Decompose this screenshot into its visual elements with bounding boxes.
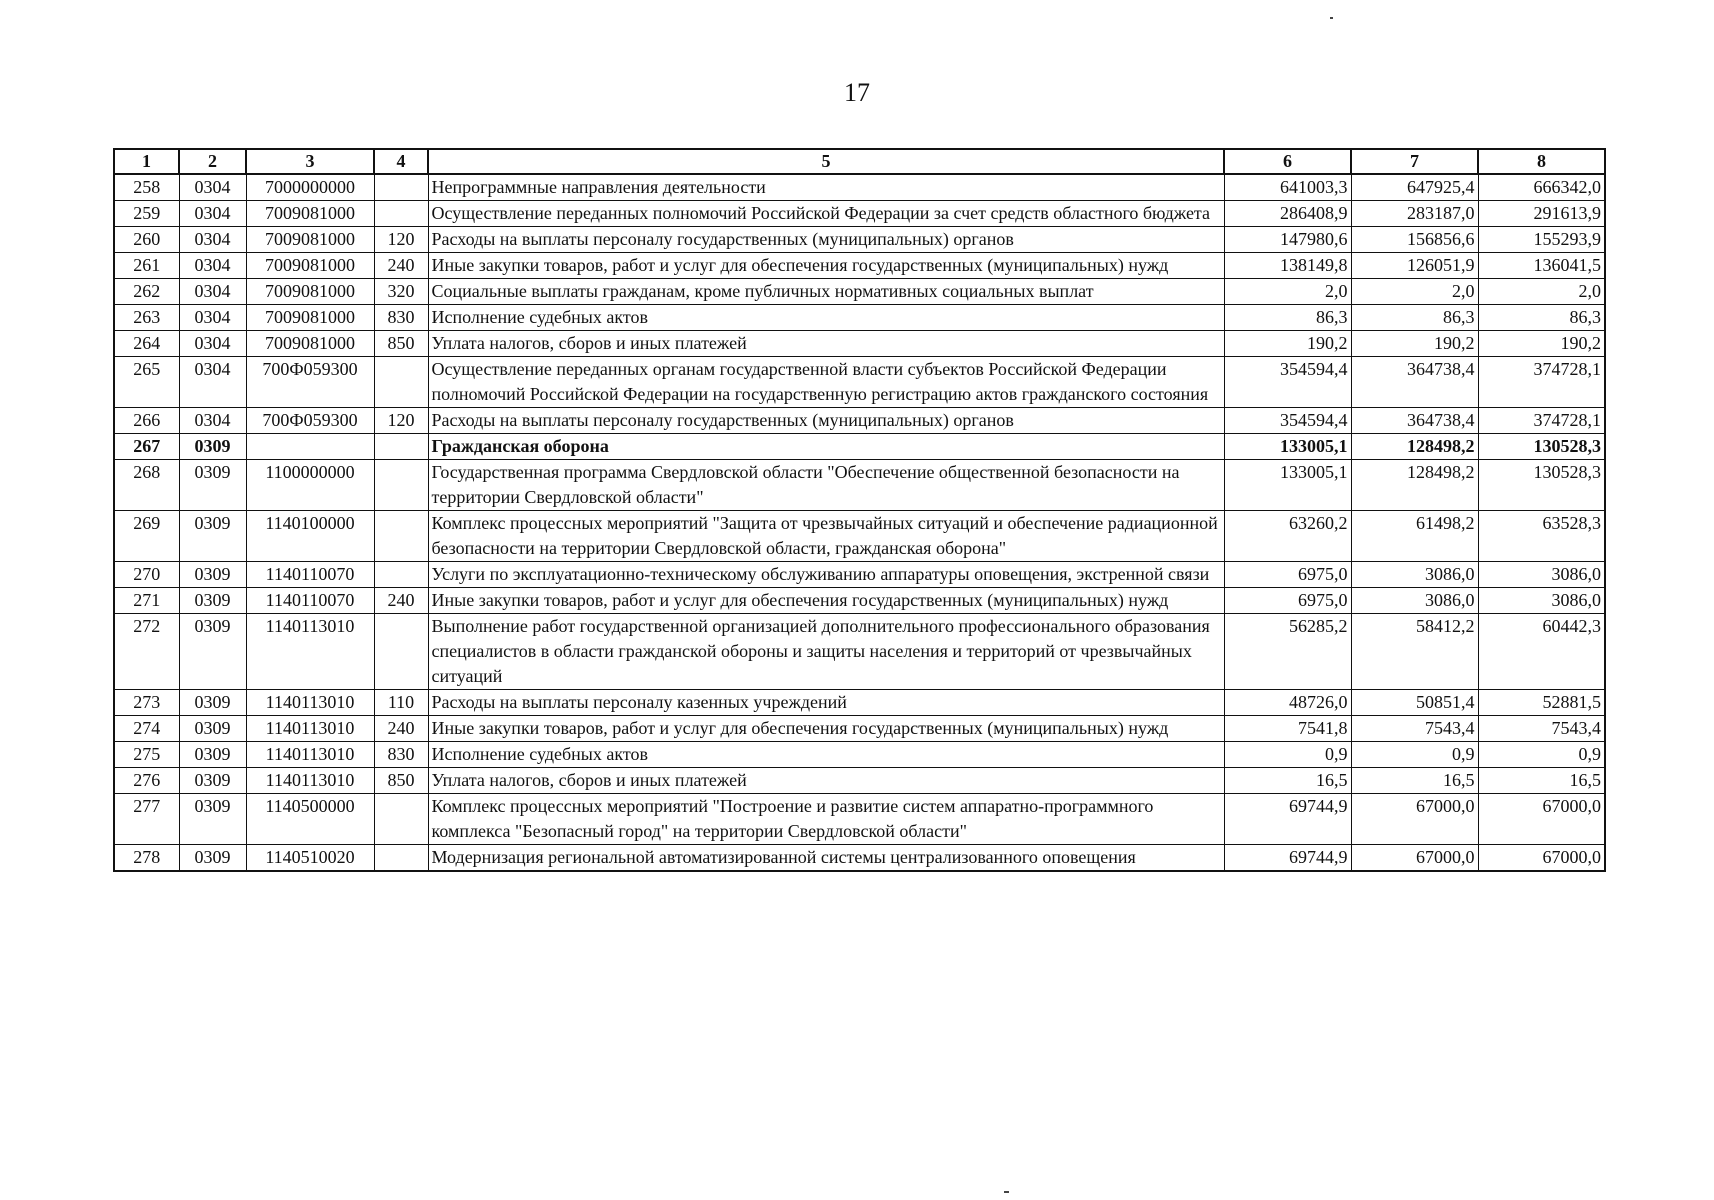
cell-n: 264 bbox=[114, 331, 179, 357]
cell-target: 7009081000 bbox=[246, 253, 374, 279]
cell-type: 320 bbox=[374, 279, 428, 305]
cell-v7: 3086,0 bbox=[1351, 588, 1478, 614]
cell-type bbox=[374, 794, 428, 845]
cell-v8: 291613,9 bbox=[1478, 201, 1605, 227]
table-row bbox=[114, 562, 1605, 588]
cell-type bbox=[374, 845, 428, 872]
cell-name: Комплекс процессных мероприятий "Построение и развитие систем аппаратно-программного комплекса "Безопасный город" на территории Свердловской области" bbox=[428, 794, 1224, 845]
table-row bbox=[114, 434, 1605, 460]
cell-target: 1140500000 bbox=[246, 794, 374, 845]
cell-v7: 86,3 bbox=[1351, 305, 1478, 331]
cell-section: 0309 bbox=[179, 614, 246, 690]
cell-name: Государственная программа Свердловской области "Обеспечение общественной безопасности на территории Свердловской области" bbox=[428, 460, 1224, 511]
cell-name: Выполнение работ государственной организацией дополнительного профессионального образования специалистов в области гражданской обороны и защиты населения и территорий от чрезвычайных ситуаций bbox=[428, 614, 1224, 690]
scan-speck bbox=[1330, 17, 1333, 19]
cell-n: 259 bbox=[114, 201, 179, 227]
cell-n: 262 bbox=[114, 279, 179, 305]
cell-n: 276 bbox=[114, 768, 179, 794]
cell-v6: 7541,8 bbox=[1224, 716, 1351, 742]
cell-section: 0309 bbox=[179, 562, 246, 588]
cell-target: 1140510020 bbox=[246, 845, 374, 872]
table-header-row bbox=[114, 149, 1605, 174]
cell-v6: 133005,1 bbox=[1224, 460, 1351, 511]
cell-v8: 130528,3 bbox=[1478, 460, 1605, 511]
table-row bbox=[114, 845, 1605, 872]
cell-section: 0309 bbox=[179, 742, 246, 768]
cell-v6: 69744,9 bbox=[1224, 845, 1351, 872]
table-row bbox=[114, 408, 1605, 434]
cell-target: 7009081000 bbox=[246, 305, 374, 331]
cell-v8: 666342,0 bbox=[1478, 174, 1605, 201]
table-row bbox=[114, 305, 1605, 331]
cell-type bbox=[374, 460, 428, 511]
cell-type: 850 bbox=[374, 768, 428, 794]
table-row bbox=[114, 460, 1605, 511]
cell-v8: 7543,4 bbox=[1478, 716, 1605, 742]
cell-name: Гражданская оборона bbox=[428, 434, 1224, 460]
cell-v6: 0,9 bbox=[1224, 742, 1351, 768]
cell-target: 7009081000 bbox=[246, 201, 374, 227]
cell-section: 0309 bbox=[179, 716, 246, 742]
cell-v6: 16,5 bbox=[1224, 768, 1351, 794]
cell-v7: 128498,2 bbox=[1351, 434, 1478, 460]
cell-name: Уплата налогов, сборов и иных платежей bbox=[428, 331, 1224, 357]
cell-section: 0309 bbox=[179, 690, 246, 716]
cell-v7: 58412,2 bbox=[1351, 614, 1478, 690]
cell-section: 0304 bbox=[179, 253, 246, 279]
cell-target: 1140113010 bbox=[246, 690, 374, 716]
table-row bbox=[114, 279, 1605, 305]
column-header: 6 bbox=[1224, 149, 1351, 174]
cell-type: 830 bbox=[374, 305, 428, 331]
cell-v8: 16,5 bbox=[1478, 768, 1605, 794]
cell-v6: 48726,0 bbox=[1224, 690, 1351, 716]
cell-type: 850 bbox=[374, 331, 428, 357]
cell-section: 0304 bbox=[179, 305, 246, 331]
cell-section: 0309 bbox=[179, 434, 246, 460]
cell-n: 277 bbox=[114, 794, 179, 845]
cell-v6: 641003,3 bbox=[1224, 174, 1351, 201]
cell-v7: 283187,0 bbox=[1351, 201, 1478, 227]
cell-v7: 364738,4 bbox=[1351, 357, 1478, 408]
cell-section: 0304 bbox=[179, 227, 246, 253]
cell-v6: 190,2 bbox=[1224, 331, 1351, 357]
cell-v6: 2,0 bbox=[1224, 279, 1351, 305]
cell-section: 0309 bbox=[179, 588, 246, 614]
table-row bbox=[114, 331, 1605, 357]
table-row bbox=[114, 716, 1605, 742]
cell-name: Исполнение судебных актов bbox=[428, 742, 1224, 768]
cell-n: 260 bbox=[114, 227, 179, 253]
cell-v8: 3086,0 bbox=[1478, 588, 1605, 614]
table-row bbox=[114, 614, 1605, 690]
table-row bbox=[114, 768, 1605, 794]
column-header: 5 bbox=[428, 149, 1224, 174]
cell-v8: 60442,3 bbox=[1478, 614, 1605, 690]
cell-n: 270 bbox=[114, 562, 179, 588]
cell-v8: 374728,1 bbox=[1478, 357, 1605, 408]
cell-target: 1140113010 bbox=[246, 742, 374, 768]
cell-v6: 147980,6 bbox=[1224, 227, 1351, 253]
cell-name: Комплекс процессных мероприятий "Защита от чрезвычайных ситуаций и обеспечение радиационной безопасности на территории Свердловской области, гражданская оборона" bbox=[428, 511, 1224, 562]
table-row bbox=[114, 588, 1605, 614]
table-body bbox=[114, 174, 1605, 871]
cell-section: 0309 bbox=[179, 794, 246, 845]
cell-n: 261 bbox=[114, 253, 179, 279]
cell-type bbox=[374, 562, 428, 588]
cell-v8: 155293,9 bbox=[1478, 227, 1605, 253]
cell-n: 273 bbox=[114, 690, 179, 716]
budget-table bbox=[113, 148, 1606, 872]
cell-section: 0304 bbox=[179, 279, 246, 305]
cell-target: 1140110070 bbox=[246, 588, 374, 614]
cell-target: 1140113010 bbox=[246, 768, 374, 794]
cell-n: 269 bbox=[114, 511, 179, 562]
cell-target: 1140113010 bbox=[246, 716, 374, 742]
cell-target: 7009081000 bbox=[246, 279, 374, 305]
cell-v7: 3086,0 bbox=[1351, 562, 1478, 588]
cell-v7: 156856,6 bbox=[1351, 227, 1478, 253]
cell-n: 268 bbox=[114, 460, 179, 511]
cell-v8: 0,9 bbox=[1478, 742, 1605, 768]
cell-v7: 190,2 bbox=[1351, 331, 1478, 357]
column-header: 8 bbox=[1478, 149, 1605, 174]
cell-type bbox=[374, 511, 428, 562]
cell-v7: 2,0 bbox=[1351, 279, 1478, 305]
cell-v7: 67000,0 bbox=[1351, 845, 1478, 872]
cell-n: 265 bbox=[114, 357, 179, 408]
cell-n: 275 bbox=[114, 742, 179, 768]
cell-v7: 647925,4 bbox=[1351, 174, 1478, 201]
cell-section: 0304 bbox=[179, 174, 246, 201]
cell-v7: 16,5 bbox=[1351, 768, 1478, 794]
cell-name: Осуществление переданных органам государственной власти субъектов Российской Федерации полномочий Российской Федерации на государственную регистрацию актов гражданского состояния bbox=[428, 357, 1224, 408]
cell-v7: 67000,0 bbox=[1351, 794, 1478, 845]
table-row bbox=[114, 201, 1605, 227]
cell-target: 1140113010 bbox=[246, 614, 374, 690]
cell-v8: 86,3 bbox=[1478, 305, 1605, 331]
cell-v6: 86,3 bbox=[1224, 305, 1351, 331]
table-row bbox=[114, 174, 1605, 201]
cell-type bbox=[374, 434, 428, 460]
cell-section: 0304 bbox=[179, 331, 246, 357]
cell-v7: 0,9 bbox=[1351, 742, 1478, 768]
cell-v6: 6975,0 bbox=[1224, 588, 1351, 614]
table-row bbox=[114, 742, 1605, 768]
cell-v6: 138149,8 bbox=[1224, 253, 1351, 279]
cell-section: 0304 bbox=[179, 408, 246, 434]
cell-type bbox=[374, 201, 428, 227]
cell-type: 830 bbox=[374, 742, 428, 768]
cell-v7: 364738,4 bbox=[1351, 408, 1478, 434]
cell-type: 120 bbox=[374, 227, 428, 253]
cell-v6: 56285,2 bbox=[1224, 614, 1351, 690]
cell-target: 7009081000 bbox=[246, 227, 374, 253]
cell-name: Расходы на выплаты персоналу государственных (муниципальных) органов bbox=[428, 227, 1224, 253]
cell-target: 700Ф059300 bbox=[246, 357, 374, 408]
cell-v8: 374728,1 bbox=[1478, 408, 1605, 434]
cell-v6: 286408,9 bbox=[1224, 201, 1351, 227]
cell-section: 0304 bbox=[179, 201, 246, 227]
table-row bbox=[114, 511, 1605, 562]
cell-v7: 128498,2 bbox=[1351, 460, 1478, 511]
cell-v6: 6975,0 bbox=[1224, 562, 1351, 588]
column-header: 4 bbox=[374, 149, 428, 174]
cell-v8: 130528,3 bbox=[1478, 434, 1605, 460]
cell-type bbox=[374, 174, 428, 201]
cell-v8: 190,2 bbox=[1478, 331, 1605, 357]
cell-name: Услуги по эксплуатационно-техническому обслуживанию аппаратуры оповещения, экстренной связи bbox=[428, 562, 1224, 588]
cell-v8: 63528,3 bbox=[1478, 511, 1605, 562]
cell-n: 267 bbox=[114, 434, 179, 460]
cell-n: 266 bbox=[114, 408, 179, 434]
cell-section: 0304 bbox=[179, 357, 246, 408]
cell-name: Непрограммные направления деятельности bbox=[428, 174, 1224, 201]
cell-v8: 136041,5 bbox=[1478, 253, 1605, 279]
cell-name: Социальные выплаты гражданам, кроме публичных нормативных социальных выплат bbox=[428, 279, 1224, 305]
cell-name: Иные закупки товаров, работ и услуг для обеспечения государственных (муниципальных) нужд bbox=[428, 588, 1224, 614]
cell-n: 263 bbox=[114, 305, 179, 331]
cell-v7: 61498,2 bbox=[1351, 511, 1478, 562]
cell-name: Иные закупки товаров, работ и услуг для обеспечения государственных (муниципальных) нужд bbox=[428, 716, 1224, 742]
table-row bbox=[114, 690, 1605, 716]
cell-v8: 67000,0 bbox=[1478, 845, 1605, 872]
cell-type bbox=[374, 357, 428, 408]
cell-v8: 3086,0 bbox=[1478, 562, 1605, 588]
cell-v7: 7543,4 bbox=[1351, 716, 1478, 742]
cell-target: 1100000000 bbox=[246, 460, 374, 511]
cell-v6: 133005,1 bbox=[1224, 434, 1351, 460]
scan-speck bbox=[1004, 1191, 1009, 1193]
cell-target: 1140110070 bbox=[246, 562, 374, 588]
column-header: 2 bbox=[179, 149, 246, 174]
cell-type: 120 bbox=[374, 408, 428, 434]
cell-type: 240 bbox=[374, 716, 428, 742]
cell-section: 0309 bbox=[179, 845, 246, 872]
cell-name: Расходы на выплаты персоналу государственных (муниципальных) органов bbox=[428, 408, 1224, 434]
cell-section: 0309 bbox=[179, 460, 246, 511]
cell-type bbox=[374, 614, 428, 690]
cell-n: 272 bbox=[114, 614, 179, 690]
cell-name: Иные закупки товаров, работ и услуг для обеспечения государственных (муниципальных) нужд bbox=[428, 253, 1224, 279]
cell-v6: 63260,2 bbox=[1224, 511, 1351, 562]
cell-n: 271 bbox=[114, 588, 179, 614]
cell-v6: 354594,4 bbox=[1224, 357, 1351, 408]
table-row bbox=[114, 357, 1605, 408]
cell-section: 0309 bbox=[179, 511, 246, 562]
cell-n: 274 bbox=[114, 716, 179, 742]
cell-target: 700Ф059300 bbox=[246, 408, 374, 434]
cell-type: 110 bbox=[374, 690, 428, 716]
cell-name: Расходы на выплаты персоналу казенных учреждений bbox=[428, 690, 1224, 716]
cell-v8: 67000,0 bbox=[1478, 794, 1605, 845]
cell-v6: 354594,4 bbox=[1224, 408, 1351, 434]
cell-type: 240 bbox=[374, 253, 428, 279]
cell-target bbox=[246, 434, 374, 460]
cell-target: 7009081000 bbox=[246, 331, 374, 357]
column-header: 1 bbox=[114, 149, 179, 174]
table-row bbox=[114, 227, 1605, 253]
cell-name: Исполнение судебных актов bbox=[428, 305, 1224, 331]
cell-v8: 2,0 bbox=[1478, 279, 1605, 305]
cell-target: 1140100000 bbox=[246, 511, 374, 562]
column-header: 3 bbox=[246, 149, 374, 174]
table-row bbox=[114, 253, 1605, 279]
cell-v7: 126051,9 bbox=[1351, 253, 1478, 279]
cell-name: Осуществление переданных полномочий Российской Федерации за счет средств областного бюджета bbox=[428, 201, 1224, 227]
cell-section: 0309 bbox=[179, 768, 246, 794]
cell-v6: 69744,9 bbox=[1224, 794, 1351, 845]
cell-name: Уплата налогов, сборов и иных платежей bbox=[428, 768, 1224, 794]
cell-n: 278 bbox=[114, 845, 179, 872]
page-number: 17 bbox=[844, 78, 870, 107]
cell-v7: 50851,4 bbox=[1351, 690, 1478, 716]
cell-target: 7000000000 bbox=[246, 174, 374, 201]
column-header: 7 bbox=[1351, 149, 1478, 174]
cell-v8: 52881,5 bbox=[1478, 690, 1605, 716]
table-row bbox=[114, 794, 1605, 845]
cell-name: Модернизация региональной автоматизированной системы централизованного оповещения bbox=[428, 845, 1224, 872]
cell-n: 258 bbox=[114, 174, 179, 201]
cell-type: 240 bbox=[374, 588, 428, 614]
